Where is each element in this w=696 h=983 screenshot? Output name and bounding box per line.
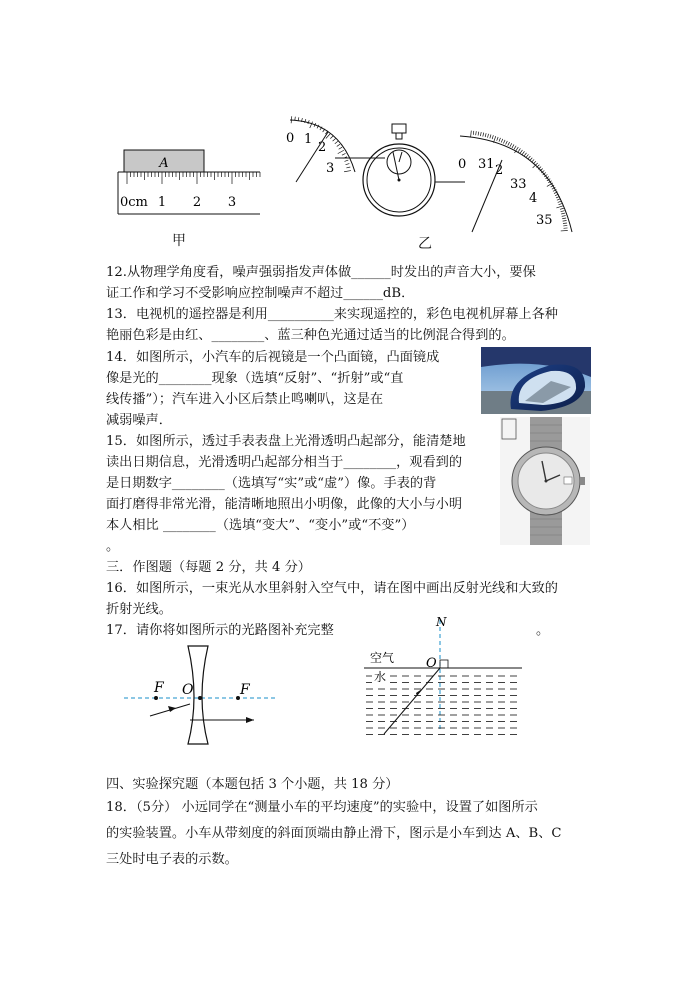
q12-line2: 证工作和学习不受影响应控制噪声不超过______dB． bbox=[106, 286, 415, 301]
concave-lens-diagram bbox=[120, 640, 280, 750]
q14-line2: 像是光的________现象（选填“反射”、“折射”或“直 bbox=[106, 371, 404, 386]
q15-line4: 面打磨得非常光滑，能清晰地照出小明像，此像的大小与小明 bbox=[106, 497, 463, 512]
q15-line5: 本人相比 ________（选填“变大”、“变小”或“不变”） bbox=[106, 518, 415, 533]
q18-line3: 三处时电子表的示数。 bbox=[106, 852, 238, 867]
left-dial-3: 3 bbox=[326, 161, 335, 176]
q14-line1: 14．如图所示，小汽车的后视镜是一个凸面镜，凸面镜成 bbox=[106, 350, 440, 365]
section3-title: 三．作图题（每题 2 分，共 4 分） bbox=[106, 560, 311, 575]
right-dial-0: 0 bbox=[458, 157, 467, 172]
q18-line1: 18．（5分） 小远同学在“测量小车的平均速度”的实验中，设置了如图所示 bbox=[106, 800, 538, 815]
right-dial-33: 33 bbox=[510, 177, 527, 192]
right-dial-2: 2 bbox=[495, 163, 504, 178]
wristwatch-photo bbox=[500, 417, 590, 545]
block-label: A bbox=[159, 156, 169, 171]
q14-line3: 线传播”）；汽车进入小区后禁止鸣喇叭，这是在 bbox=[106, 392, 384, 407]
ruler-ticks bbox=[127, 172, 260, 184]
caption-yi: 乙 bbox=[418, 236, 432, 252]
ruler-unit: 0cm bbox=[120, 195, 148, 210]
normal-label: N bbox=[436, 615, 447, 629]
q16-line2: 折射光线。 bbox=[106, 602, 172, 617]
q14-line4: 减弱噪声． bbox=[106, 413, 172, 428]
left-dial-0: 0 bbox=[286, 131, 295, 146]
car-mirror-photo bbox=[481, 347, 591, 414]
q15-line2: 读出日期信息，光滑透明凸起部分相当于________，观看到的 bbox=[106, 455, 463, 470]
q18-line2: 的实验装置。小车从带刻度的斜面顶端由静止滑下，图示是小车到达 A、B、C bbox=[106, 826, 562, 841]
q15-line3: 是日期数字________（选填写“实”或“虚”）像。手表的背 bbox=[106, 476, 437, 491]
lens-optical-center: O bbox=[182, 682, 194, 698]
q17-end: 。 bbox=[536, 623, 550, 638]
left-dial-1: 1 bbox=[304, 132, 313, 147]
q17-line1: 17．请你将如图所示的光路图补充完整 bbox=[106, 623, 334, 638]
caption-jia: 甲 bbox=[172, 233, 186, 249]
water-label: 水 bbox=[374, 670, 387, 684]
lens-focus-left: F bbox=[154, 680, 164, 696]
water-refraction-diagram bbox=[360, 612, 530, 752]
air-label: 空气 bbox=[370, 651, 395, 665]
ruler-tick-1: 1 bbox=[157, 195, 167, 210]
point-o-label: O bbox=[426, 656, 437, 671]
lens-focus-right: F bbox=[240, 682, 250, 698]
left-dial-2: 2 bbox=[318, 140, 327, 155]
stopwatch-figure bbox=[280, 112, 580, 237]
q12-line1: 12.从物理学角度看，噪声强弱指发声体做______时发出的声音大小，要保 bbox=[106, 265, 536, 280]
section4-title: 四、实验探究题（本题包括 3 个小题，共 18 分） bbox=[106, 777, 399, 792]
water-dashes bbox=[366, 676, 517, 735]
q13-line2: 艳丽色彩是由红、________、蓝三种色光通过适当的比例混合得到的。 bbox=[106, 328, 515, 343]
right-dial-31: 31 bbox=[478, 157, 495, 172]
q15-line1: 15．如图所示，透过手表表盘上光滑透明凸起部分，能清楚地 bbox=[106, 434, 466, 449]
q15-line6: 。 bbox=[106, 539, 120, 554]
q16-line1: 16．如图所示，一束光从水里斜射入空气中，请在图中画出反射光线和大致的 bbox=[106, 581, 558, 596]
ruler-tick-2: 2 bbox=[192, 195, 202, 210]
incident-ray-water bbox=[384, 668, 440, 734]
right-dial-35: 35 bbox=[536, 213, 553, 228]
ruler-figure bbox=[110, 140, 270, 220]
ruler-tick-3: 3 bbox=[227, 195, 237, 210]
right-dial-4: 4 bbox=[529, 191, 538, 206]
q13-line1: 13．电视机的遥控器是利用__________来实现遥控的，彩色电视机屏幕上各种 bbox=[106, 307, 558, 322]
